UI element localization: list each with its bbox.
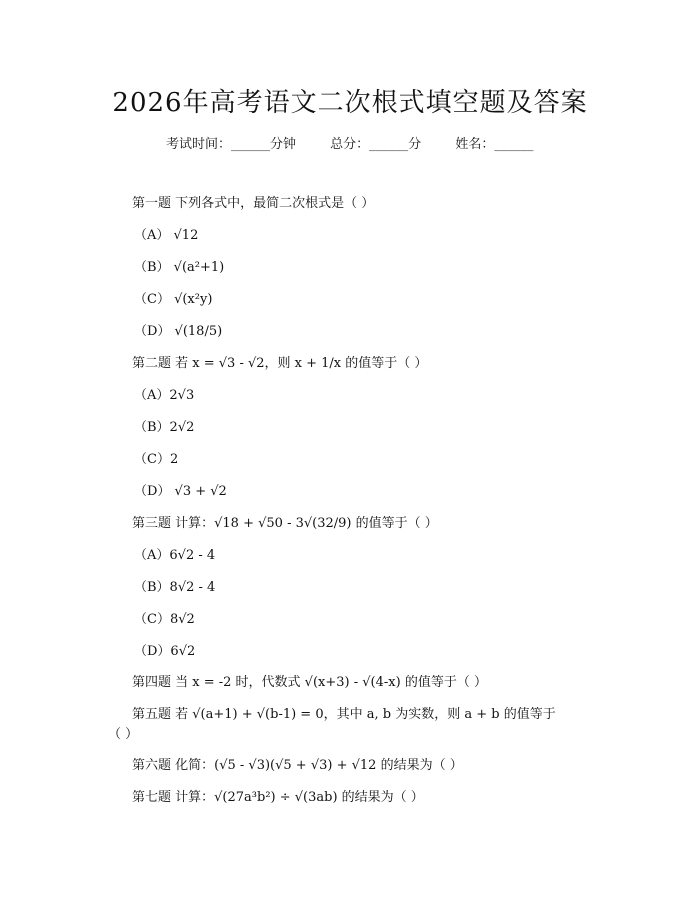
total-score: 总分：______分: [330, 137, 422, 152]
question-5-continuation: （ ）: [108, 727, 139, 742]
option-1c: （C） √(x²y): [134, 292, 213, 307]
exam-time: 考试时间：______分钟: [166, 137, 297, 152]
option-1b: （B） √(a²+1): [134, 260, 225, 275]
exam-info: [166, 133, 533, 152]
option-2d: （D） √3 + √2: [134, 484, 227, 499]
page-title: 2026年高考语文二次根式填空题及答案: [112, 88, 588, 118]
option-3a: （A）6√2 - 4: [134, 548, 216, 563]
question-6: 第六题 化简：(√5 - √3)(√5 + √3) + √12 的结果为（ ）: [132, 758, 463, 773]
option-3c: （C）8√2: [134, 612, 195, 627]
option-3d: （D）6√2: [134, 644, 196, 659]
student-name: 姓名：______: [455, 137, 534, 152]
question-5: 第五题 若 √(a+1) + √(b-1) = 0，其中 a, b 为实数，则 a + b 的值等于: [132, 707, 556, 722]
question-4: 第四题 当 x = -2 时，代数式 √(x+3) - √(4-x) 的值等于（ ）: [132, 675, 487, 690]
question-2: 第二题 若 x = √3 - √2，则 x + 1/x 的值等于（ ）: [132, 356, 428, 371]
option-1d: （D） √(18/5): [134, 324, 223, 339]
option-2a: （A）2√3: [134, 388, 195, 403]
option-1a: （A） √12: [134, 228, 199, 243]
option-3b: （B）8√2 - 4: [134, 580, 216, 595]
option-2c: （C）2: [134, 452, 179, 467]
question-7: 第七题 计算：√(27a³b²) ÷ √(3ab) 的结果为（ ）: [132, 790, 424, 805]
option-2b: （B）2√2: [134, 420, 195, 435]
question-1: 第一题 下列各式中，最简二次根式是（ ）: [132, 196, 375, 211]
question-3: 第三题 计算：√18 + √50 - 3√(32/9) 的值等于（ ）: [132, 516, 438, 531]
